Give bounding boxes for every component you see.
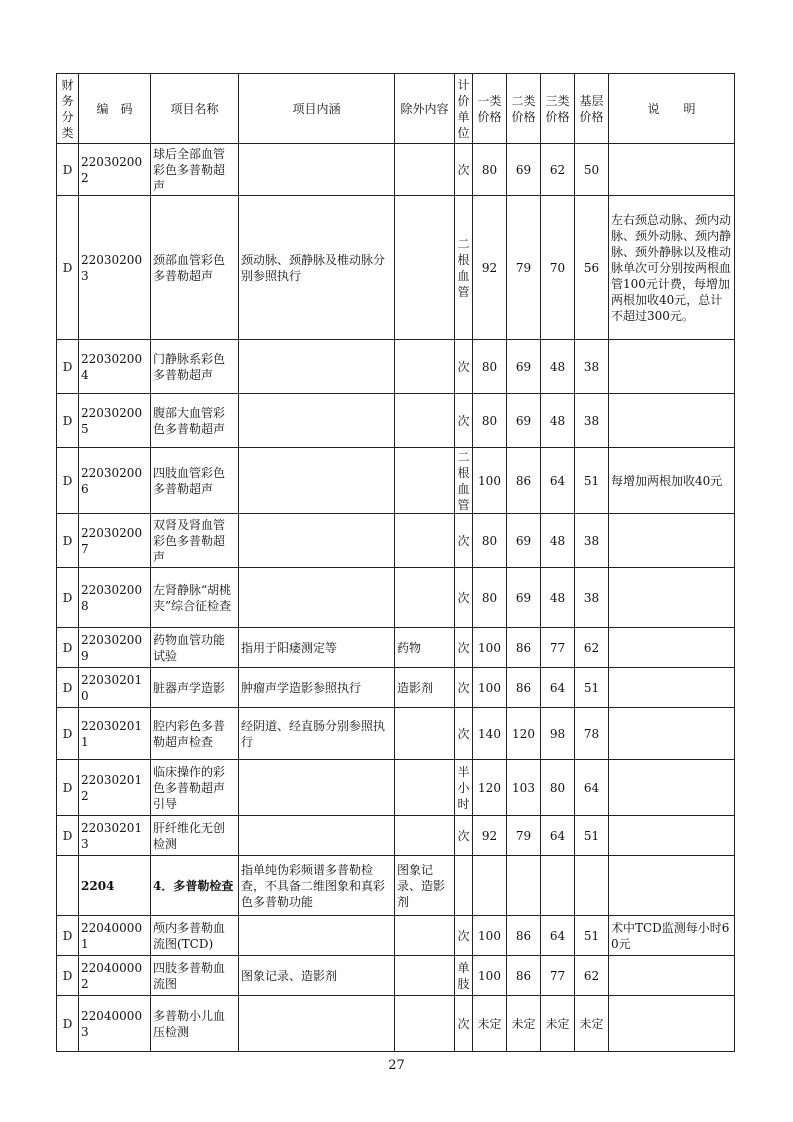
name-cell: 多普勒小儿血压检测 [151, 996, 239, 1052]
price2-cell: 69 [507, 144, 541, 196]
category-cell: D [57, 568, 79, 628]
price-base-cell: 未定 [575, 996, 609, 1052]
content-cell: 经阴道、经直肠分别参照执行 [239, 708, 395, 760]
category-cell: D [57, 340, 79, 394]
table-row [57, 816, 735, 856]
price3-cell: 48 [541, 514, 575, 568]
table-row [57, 668, 735, 708]
header-content: 项目内涵 [239, 74, 395, 144]
code-cell: 220302007 [79, 514, 151, 568]
price2-cell: 79 [507, 196, 541, 340]
table-row [57, 394, 735, 448]
exclusion-cell [395, 916, 455, 956]
table-row [57, 916, 735, 956]
name-cell: 门静脉系彩色多普勒超声 [151, 340, 239, 394]
price1-cell: 80 [473, 144, 507, 196]
header-unit: 计价单位 [455, 74, 473, 144]
price3-cell: 48 [541, 340, 575, 394]
price3-cell: 64 [541, 816, 575, 856]
price2-cell: 86 [507, 956, 541, 996]
price1-cell: 100 [473, 628, 507, 668]
category-cell: D [57, 394, 79, 448]
table-row [57, 340, 735, 394]
note-cell: 术中TCD监测每小时60元 [609, 916, 735, 956]
price3-cell: 70 [541, 196, 575, 340]
name-cell: 球后全部血管彩色多普勒超声 [151, 144, 239, 196]
code-cell: 220400003 [79, 996, 151, 1052]
exclusion-cell [395, 708, 455, 760]
category-cell: D [57, 448, 79, 514]
code-cell: 220302012 [79, 760, 151, 816]
table-row [57, 568, 735, 628]
exclusion-cell: 图象记录、造影剂 [395, 856, 455, 916]
category-cell: D [57, 816, 79, 856]
note-cell [609, 340, 735, 394]
price1-cell: 92 [473, 816, 507, 856]
header-exclusion: 除外内容 [395, 74, 455, 144]
price1-cell: 120 [473, 760, 507, 816]
unit-cell: 半小时 [455, 760, 473, 816]
price1-cell: 100 [473, 668, 507, 708]
category-cell: D [57, 956, 79, 996]
price2-cell: 未定 [507, 996, 541, 1052]
name-cell: 颅内多普勒血流图(TCD) [151, 916, 239, 956]
price3-cell: 62 [541, 144, 575, 196]
price2-cell [507, 856, 541, 916]
price-base-cell [575, 856, 609, 916]
price-table [56, 73, 735, 1052]
price3-cell: 未定 [541, 996, 575, 1052]
unit-cell: 次 [455, 514, 473, 568]
price2-cell: 86 [507, 628, 541, 668]
price1-cell: 100 [473, 916, 507, 956]
note-cell: 每增加两根加收40元 [609, 448, 735, 514]
code-cell: 220302010 [79, 668, 151, 708]
name-cell: 腹部大血管彩色多普勒超声 [151, 394, 239, 448]
name-cell: 左肾静脉“胡桃夹”综合征检查 [151, 568, 239, 628]
table-row [57, 760, 735, 816]
note-cell [609, 996, 735, 1052]
table-row [57, 448, 735, 514]
content-cell [239, 340, 395, 394]
price-base-cell: 62 [575, 628, 609, 668]
price3-cell: 77 [541, 628, 575, 668]
unit-cell: 次 [455, 816, 473, 856]
table-row [57, 196, 735, 340]
content-cell [239, 568, 395, 628]
price2-cell: 86 [507, 668, 541, 708]
price3-cell: 98 [541, 708, 575, 760]
price3-cell: 64 [541, 448, 575, 514]
price-base-cell: 51 [575, 668, 609, 708]
name-cell: 临床操作的彩色多普勒超声引导 [151, 760, 239, 816]
header-price3: 三类价格 [541, 74, 575, 144]
price2-cell: 79 [507, 816, 541, 856]
note-cell [609, 856, 735, 916]
exclusion-cell [395, 996, 455, 1052]
header-code: 编 码 [79, 74, 151, 144]
price-base-cell: 62 [575, 956, 609, 996]
price-base-cell: 51 [575, 816, 609, 856]
price-base-cell: 51 [575, 448, 609, 514]
price-base-cell: 50 [575, 144, 609, 196]
content-cell [239, 448, 395, 514]
code-cell: 220302013 [79, 816, 151, 856]
exclusion-cell [395, 394, 455, 448]
exclusion-cell [395, 196, 455, 340]
category-cell: D [57, 196, 79, 340]
content-cell: 指用于阳痿测定等 [239, 628, 395, 668]
price-base-cell: 38 [575, 568, 609, 628]
note-cell [609, 514, 735, 568]
header-price1: 一类价格 [473, 74, 507, 144]
price1-cell: 100 [473, 448, 507, 514]
category-cell [57, 856, 79, 916]
unit-cell: 次 [455, 916, 473, 956]
table-row [57, 144, 735, 196]
note-cell [609, 956, 735, 996]
note-cell [609, 144, 735, 196]
table-row [57, 856, 735, 916]
note-cell [609, 816, 735, 856]
name-cell: 药物血管功能试验 [151, 628, 239, 668]
header-price-base: 基层价格 [575, 74, 609, 144]
name-cell: 双肾及肾血管彩色多普勒超声 [151, 514, 239, 568]
exclusion-cell [395, 816, 455, 856]
content-cell [239, 996, 395, 1052]
code-cell: 220302009 [79, 628, 151, 668]
category-cell: D [57, 668, 79, 708]
code-cell: 220302003 [79, 196, 151, 340]
exclusion-cell [395, 514, 455, 568]
price2-cell: 69 [507, 340, 541, 394]
header-category: 财务分类 [57, 74, 79, 144]
price1-cell: 80 [473, 568, 507, 628]
content-cell [239, 394, 395, 448]
code-cell: 220302006 [79, 448, 151, 514]
category-cell: D [57, 760, 79, 816]
header-name: 项目名称 [151, 74, 239, 144]
content-cell [239, 916, 395, 956]
price-base-cell: 78 [575, 708, 609, 760]
price3-cell: 48 [541, 394, 575, 448]
content-cell: 图象记录、造影剂 [239, 956, 395, 996]
name-cell: 腔内彩色多普勒超声检查 [151, 708, 239, 760]
exclusion-cell: 造影剂 [395, 668, 455, 708]
exclusion-cell [395, 340, 455, 394]
header-price2: 二类价格 [507, 74, 541, 144]
content-cell [239, 760, 395, 816]
code-cell: 220302005 [79, 394, 151, 448]
name-cell: 肝纤维化无创检测 [151, 816, 239, 856]
content-cell: 指单纯伪彩频谱多普勒检查，不具备二维图象和真彩色多普勒功能 [239, 856, 395, 916]
table-row [57, 956, 735, 996]
price3-cell [541, 856, 575, 916]
name-cell: 四肢多普勒血流图 [151, 956, 239, 996]
table-row [57, 628, 735, 668]
name-cell: 四肢血管彩色多普勒超声 [151, 448, 239, 514]
unit-cell: 二根血管 [455, 448, 473, 514]
price-base-cell: 38 [575, 514, 609, 568]
price2-cell: 103 [507, 760, 541, 816]
code-cell: 220400002 [79, 956, 151, 996]
code-cell: 220400001 [79, 916, 151, 956]
name-cell: 4．多普勒检查 [151, 856, 239, 916]
price1-cell: 80 [473, 340, 507, 394]
table-row [57, 514, 735, 568]
unit-cell: 单肢 [455, 956, 473, 996]
category-cell: D [57, 628, 79, 668]
content-cell [239, 816, 395, 856]
price1-cell [473, 856, 507, 916]
name-cell: 脏器声学造影 [151, 668, 239, 708]
category-cell: D [57, 916, 79, 956]
unit-cell: 次 [455, 568, 473, 628]
unit-cell: 次 [455, 394, 473, 448]
exclusion-cell [395, 956, 455, 996]
unit-cell: 次 [455, 144, 473, 196]
price2-cell: 86 [507, 916, 541, 956]
price1-cell: 80 [473, 514, 507, 568]
header-note: 说 明 [609, 74, 735, 144]
code-cell: 2204 [79, 856, 151, 916]
table-row [57, 996, 735, 1052]
price1-cell: 140 [473, 708, 507, 760]
price-base-cell: 56 [575, 196, 609, 340]
page-number: 27 [388, 1058, 405, 1073]
content-cell: 颈动脉、颈静脉及椎动脉分别参照执行 [239, 196, 395, 340]
category-cell: D [57, 996, 79, 1052]
exclusion-cell [395, 568, 455, 628]
table-row [57, 708, 735, 760]
content-cell: 肿瘤声学造影参照执行 [239, 668, 395, 708]
note-cell [609, 708, 735, 760]
price-base-cell: 51 [575, 916, 609, 956]
header-row [57, 74, 735, 144]
code-cell: 220302008 [79, 568, 151, 628]
unit-cell: 次 [455, 668, 473, 708]
unit-cell [455, 856, 473, 916]
price1-cell: 100 [473, 956, 507, 996]
category-cell: D [57, 144, 79, 196]
unit-cell: 次 [455, 340, 473, 394]
price-base-cell: 38 [575, 340, 609, 394]
exclusion-cell [395, 448, 455, 514]
unit-cell: 次 [455, 708, 473, 760]
price2-cell: 120 [507, 708, 541, 760]
code-cell: 220302002 [79, 144, 151, 196]
note-cell [609, 628, 735, 668]
price-base-cell: 38 [575, 394, 609, 448]
price2-cell: 86 [507, 448, 541, 514]
note-cell [609, 668, 735, 708]
price3-cell: 77 [541, 956, 575, 996]
content-cell [239, 514, 395, 568]
code-cell: 220302011 [79, 708, 151, 760]
code-cell: 220302004 [79, 340, 151, 394]
price3-cell: 80 [541, 760, 575, 816]
note-cell: 左右颈总动脉、颈内动脉、颈外动脉、颈内静脉、颈外静脉以及椎动脉单次可分别按两根血管100元计费，每增加两根加收40元，总计不超过300元。 [609, 196, 735, 340]
price1-cell: 80 [473, 394, 507, 448]
note-cell [609, 568, 735, 628]
category-cell: D [57, 708, 79, 760]
unit-cell: 二根血管 [455, 196, 473, 340]
category-cell: D [57, 514, 79, 568]
exclusion-cell [395, 144, 455, 196]
price1-cell: 未定 [473, 996, 507, 1052]
price2-cell: 69 [507, 568, 541, 628]
exclusion-cell [395, 760, 455, 816]
note-cell [609, 394, 735, 448]
price3-cell: 48 [541, 568, 575, 628]
exclusion-cell: 药物 [395, 628, 455, 668]
price1-cell: 92 [473, 196, 507, 340]
price-base-cell: 64 [575, 760, 609, 816]
name-cell: 颈部血管彩色多普勒超声 [151, 196, 239, 340]
content-cell [239, 144, 395, 196]
unit-cell: 次 [455, 628, 473, 668]
price2-cell: 69 [507, 394, 541, 448]
unit-cell: 次 [455, 996, 473, 1052]
note-cell [609, 760, 735, 816]
price2-cell: 69 [507, 514, 541, 568]
price3-cell: 64 [541, 668, 575, 708]
price3-cell: 64 [541, 916, 575, 956]
